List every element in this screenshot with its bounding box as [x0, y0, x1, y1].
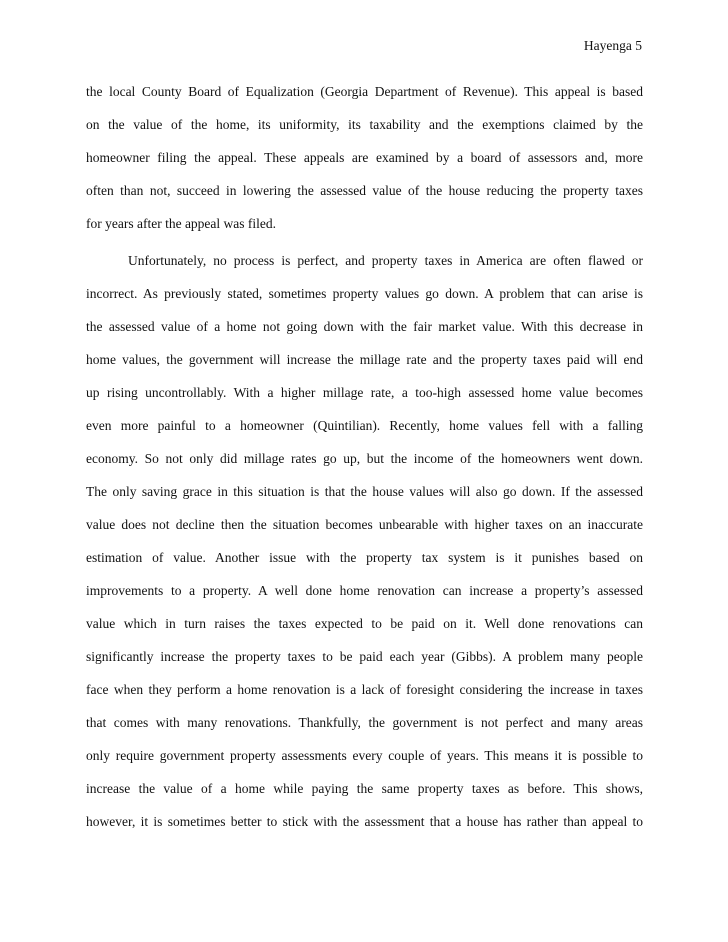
- text-line: often than not, succeed in lowering the assessed value of the house reducing the property taxes: [86, 183, 643, 198]
- text-line: value does not decline then the situation becomes unbearable with higher taxes on an inaccurate: [86, 517, 643, 532]
- text-line: significantly increase the property taxes to be paid each year (Gibbs). A problem many people: [86, 649, 643, 664]
- text-line: estimation of value. Another issue with the property tax system is it punishes based on: [86, 550, 643, 565]
- text-line: homeowner filing the appeal. These appeals are examined by a board of assessors and, more: [86, 150, 643, 165]
- running-head: Hayenga 5: [583, 38, 642, 53]
- text-line: The only saving grace in this situation is that the house values will also go down. If the assessed: [86, 484, 643, 499]
- text-line: increase the value of a home while paying the same property taxes as before. This shows,: [86, 781, 643, 796]
- text-line: face when they perform a home renovation is a lack of foresight considering the increase in taxes: [86, 682, 643, 697]
- text-line: only require government property assessments every couple of years. This means it is possible to: [86, 748, 643, 763]
- text-line: up rising uncontrollably. With a higher millage rate, a too-high assessed home value becomes: [86, 385, 643, 400]
- paragraph-2: [86, 253, 643, 847]
- paragraph-1: [86, 84, 643, 249]
- body-text: [86, 84, 643, 847]
- text-line: home values, the government will increase the millage rate and the property taxes paid will end: [86, 352, 643, 367]
- text-line: economy. So not only did millage rates go up, but the income of the homeowners went down.: [86, 451, 643, 466]
- text-line: however, it is sometimes better to stick with the assessment that a house has rather than appeal to: [86, 814, 643, 829]
- text-line: incorrect. As previously stated, sometimes property values go down. A problem that can arise is: [86, 286, 643, 301]
- text-line: the assessed value of a home not going down with the fair market value. With this decrease in: [86, 319, 643, 334]
- text-line: value which in turn raises the taxes expected to be paid on it. Well done renovations can: [86, 616, 643, 631]
- text-line: on the value of the home, its uniformity, its taxability and the exemptions claimed by the: [86, 117, 643, 132]
- text-line: even more painful to a homeowner (Quintilian). Recently, home values fell with a falling: [86, 418, 643, 433]
- text-line: improvements to a property. A well done home renovation can increase a property’s assessed: [86, 583, 643, 598]
- text-line: the local County Board of Equalization (Georgia Department of Revenue). This appeal is based: [86, 84, 643, 99]
- text-line: for years after the appeal was filed.: [86, 216, 277, 231]
- text-line: that comes with many renovations. Thankfully, the government is not perfect and many areas: [86, 715, 643, 730]
- text-line: Unfortunately, no process is perfect, and property taxes in America are often flawed or: [128, 253, 643, 268]
